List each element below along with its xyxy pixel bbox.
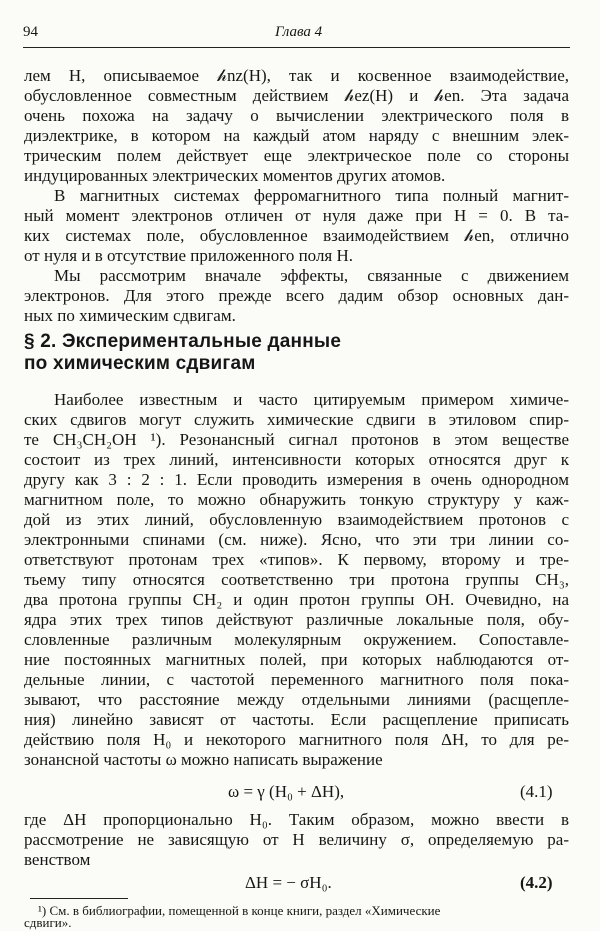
text-line: рассмотрение не зависящую от H величину σ, определяемую ра- — [24, 830, 569, 849]
text-line: ных по химическим сдвигам. — [24, 306, 236, 325]
text-line: где ΔH пропорционально H₀. Таким образом, можно ввести в — [24, 810, 569, 829]
text-line: действию поля H₀ и некоторого магнитного поля ΔH, то для ре- — [24, 730, 569, 749]
text-line: зонансной частоты ω можно написать выражение — [24, 750, 383, 769]
text-line: Наиболее известным и часто цитируемым примером химиче- — [54, 390, 569, 409]
text-line: от нуля и в отсутствие приложенного поля H. — [24, 246, 354, 265]
text-line: два протона группы CH₂ и один протон группы OH. Очевидно, на — [24, 590, 569, 609]
text-line: ный момент электронов отличен от нуля даже при H = 0. В та- — [24, 206, 569, 225]
footnote-line-2: сдвиги». — [24, 915, 72, 930]
text-line: другу как 3 : 2 : 1. Если проводить измерения в очень однородном — [24, 470, 569, 489]
equation-number-4-1: (4.1) — [520, 782, 553, 801]
equation-number-4-2: (4.2) — [520, 873, 553, 892]
text-line: зывают, что расстояние между отдельными линиями (расщепле- — [24, 690, 569, 709]
equation-4-1: ω = γ (H₀ + ΔH), — [228, 782, 345, 801]
section-heading-line-2: по химическим сдвигам — [24, 353, 256, 374]
header-rule — [23, 47, 570, 48]
text-line: электронными спинами (см. ниже). Ясно, что эти три линии со- — [24, 530, 569, 549]
text-line: магнитном поле, то можно обнаружить тонкую структуру у каж- — [24, 490, 569, 509]
text-line: ния) линейно зависят от частоты. Если расщепление приписать — [24, 710, 569, 729]
text-line: Мы рассмотрим вначале эффекты, связанные с движением — [54, 266, 569, 285]
section-heading-line-1: § 2. Экспериментальные данные — [24, 331, 342, 352]
text-line: венством — [24, 850, 91, 869]
text-line: ских сдвигов могут служить химические сдвиги в этиловом спир- — [24, 410, 569, 429]
equation-4-2: ΔH = − σH₀. — [245, 873, 332, 892]
text-line: трическим полем действует еще электрическое поле со стороны — [24, 146, 569, 165]
text-line: ние постоянных магнитных полей, при которых наблюдаются от- — [24, 650, 569, 669]
footnote-line-1: ¹) См. в библиографии, помещенной в конце книги, раздел «Химические — [38, 903, 441, 918]
text-line: электронов. Для этого прежде всего дадим обзор основных дан- — [24, 286, 569, 305]
text-line: словленные различным молекулярным окружением. Сопоставле- — [24, 630, 569, 649]
text-line: те CH₃CH₂OH ¹). Резонансный сигнал протонов в этом веществе — [24, 430, 569, 449]
text-line: дельные линии, с частотой переменного магнитного поля пока- — [24, 670, 569, 689]
text-line: тьему типу относятся соответственно три протона группы CH₃, — [24, 570, 569, 589]
text-line: В магнитных системах ферромагнитного типа полный магнит- — [54, 186, 569, 205]
text-line: состоит из трех линий, интенсивности которых относятся друг к — [24, 450, 569, 469]
text-line: ких системах поле, обусловленное взаимодействием 𝒽en, отлично — [24, 226, 569, 245]
text-line: индуцированных электрических моментов других атомов. — [24, 166, 446, 185]
footnote-rule — [30, 898, 128, 899]
text-line: лем H, описываемое 𝒽nz(H), так и косвенное взаимодействие, — [24, 66, 569, 85]
text-line: ядра этих трех типов действуют различные локальные поля, обу- — [24, 610, 569, 629]
text-line: ответствуют протонам трех «типов». К первому, второму и тре- — [24, 550, 569, 569]
text-line: дой из этих линий, обусловленную взаимодействием протонов с — [24, 510, 569, 529]
page-number: 94 — [23, 24, 38, 40]
text-line: обусловленное совместным действием 𝒽ez(H) и 𝒽en. Эта задача — [24, 86, 569, 105]
text-line: очень похожа на задачу о вычислении электрического поля в — [24, 106, 569, 125]
text-line: диэлектрике, в котором на каждый атом наряду с внешним элек- — [24, 126, 569, 145]
running-header-chapter: Глава 4 — [275, 24, 323, 40]
